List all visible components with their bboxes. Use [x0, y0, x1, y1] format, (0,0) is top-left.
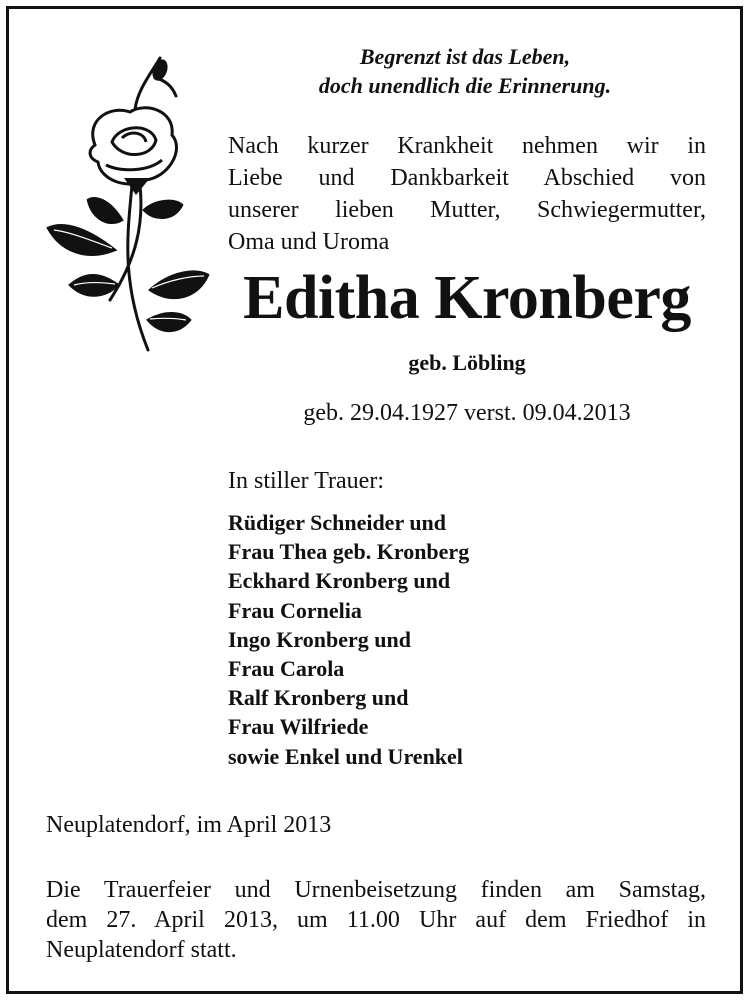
intro-line: Liebe und Dankbarkeit Abschied von	[228, 165, 706, 191]
place-date: Neuplatendorf, im April 2013	[46, 812, 332, 838]
mourner-line: sowie Enkel und Urenkel	[228, 743, 463, 769]
mourner-line: Rüdiger Schneider und	[228, 510, 447, 535]
mourners-list	[228, 508, 469, 771]
intro-line: Oma und Uroma	[228, 229, 390, 255]
ceremony-info	[46, 875, 706, 965]
mourner-line: Ingo Kronberg und	[228, 626, 411, 652]
intro-text	[228, 130, 706, 258]
ceremony-line: Die Trauerfeier und Urnenbeisetzung finden am Samstag,	[46, 877, 706, 903]
mourner-line: Frau Cornelia	[228, 597, 362, 623]
intro-line: Nach kurzer Krankheit nehmen wir in	[228, 133, 706, 159]
maiden-name: geb. Löbling	[408, 350, 526, 375]
intro-line: unserer lieben Mutter, Schwiegermutter,	[228, 197, 706, 223]
motto-line: doch unendlich die Erinnerung.	[318, 73, 612, 98]
mourner-line: Frau Wilfriede	[228, 714, 369, 740]
ceremony-line: Neuplatendorf statt.	[46, 937, 237, 963]
mourner-line: Frau Carola	[228, 656, 345, 682]
rose-icon	[40, 50, 215, 365]
motto-line: Begrenzt ist das Leben,	[359, 44, 571, 69]
mourner-line: Ralf Kronberg und	[228, 685, 409, 711]
mourner-line: Eckhard Kronberg und	[228, 568, 451, 594]
mourner-line: Frau Thea geb. Kronberg	[228, 539, 470, 565]
deceased-name: Editha Kronberg	[243, 264, 691, 332]
ceremony-line: dem 27. April 2013, um 11.00 Uhr auf dem Friedhof in	[46, 907, 706, 933]
motto	[250, 42, 680, 100]
life-dates: geb. 29.04.1927 verst. 09.04.2013	[303, 400, 631, 426]
mourning-heading: In stiller Trauer:	[228, 468, 384, 494]
